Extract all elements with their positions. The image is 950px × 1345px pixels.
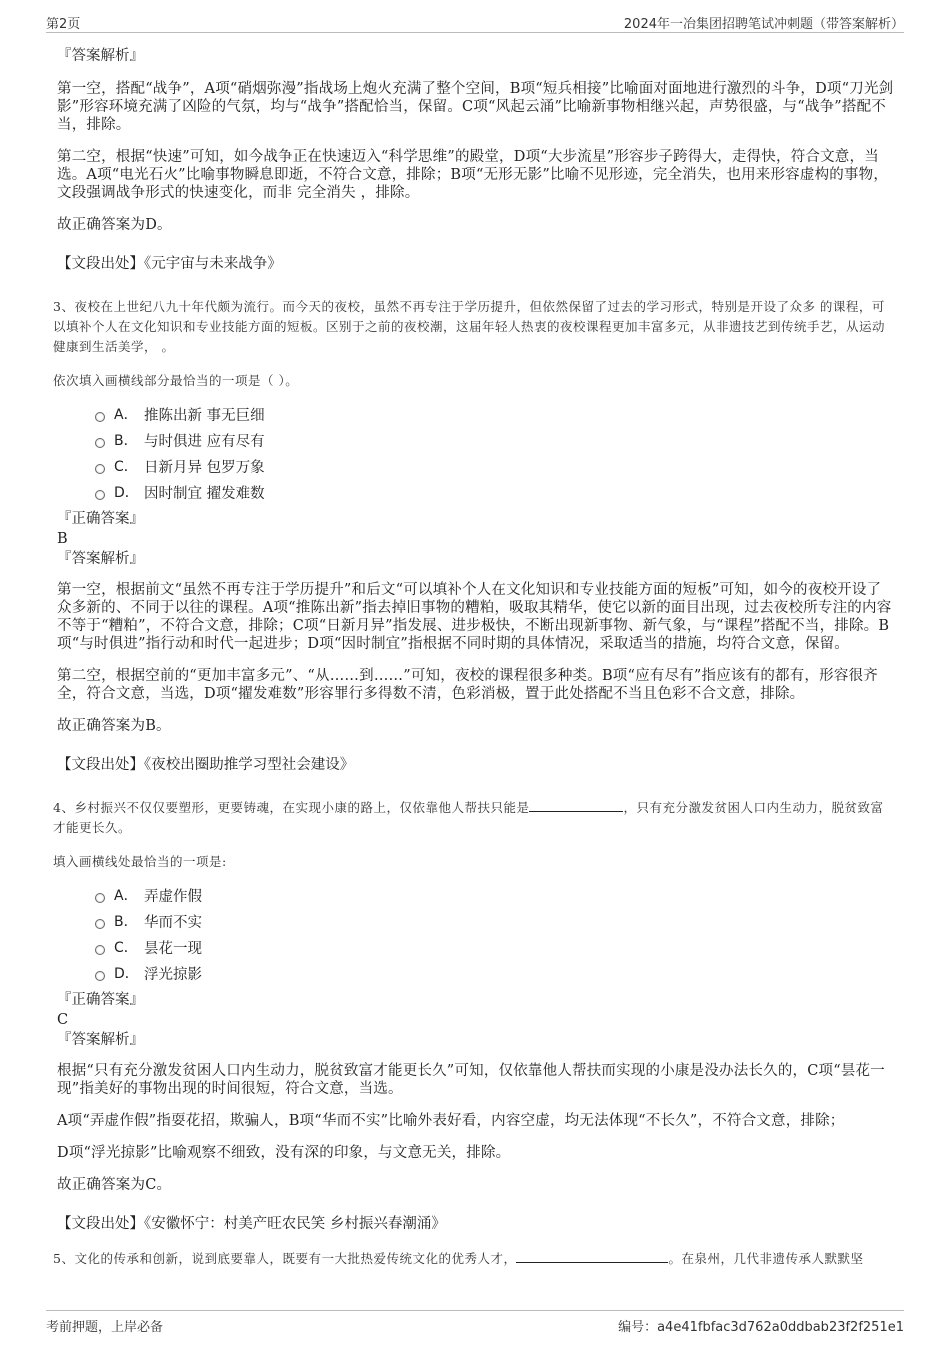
option-d[interactable]: D． 浮光掠影 (95, 960, 895, 986)
analysis-paragraph: D项“浮光掠影”比喻观察不细致，没有深的印象，与文意无关，排除。 (57, 1145, 511, 1161)
correct-answer: C (57, 1012, 69, 1028)
document-title: 2024年一冶集团招聘笔试冲刺题（带答案解析） (623, 17, 904, 32)
question-4-text: 4、乡村振兴不仅仅要塑形，更要铸魂，在实现小康的路上，仅依靠他人帮扶只能是 ，只有充分激发贫困人口内生动力，脱贫致富才能更长久。 (53, 800, 884, 835)
page-content (53, 46, 895, 1269)
question-4-options (95, 882, 895, 986)
option-text: 推陈出新 事无巨细 (144, 407, 265, 424)
analysis-paragraph: 第二空，根据“快速”可知，如今战争正在快速迈入“科学思维”的殿堂，D项“大步流星”形容步子跨得大，走得快，符合文意，当选。A项“电光石火”比喻事物瞬息即逝，不符合文意，排除；B项“无形无影”比喻不见形迹，完全消失，也用来形容虚构的事物，文段强调战争形式的快速变化，而非 完全消失 ，排除。 (57, 149, 889, 201)
radio-button[interactable] (95, 438, 105, 448)
question-5-text: 5、文化的传承和创新，说到底要靠人，既要有一大批热爱传统文化的优秀人才， 。在泉州，几代非遗传承人默默坚 (53, 1251, 864, 1266)
analysis-label: 『答案解析』 (57, 1032, 144, 1048)
option-b[interactable]: B． 华而不实 (95, 908, 895, 934)
footer-slogan: 考前押题，上岸必备 (46, 1320, 164, 1335)
option-a[interactable]: A． 弄虚作假 (95, 882, 895, 908)
option-text: 日新月异 包罗万象 (144, 459, 265, 476)
source-citation: 【文段出处】《安徽怀宁：村美产旺农民笑 乡村振兴春潮涌》 (57, 1216, 446, 1232)
radio-button[interactable] (95, 945, 105, 955)
document-code: 编号：a4e41fbfac3d762a0ddbab23f2f251e1 (618, 1320, 904, 1335)
radio-button[interactable] (95, 893, 105, 903)
option-b[interactable]: B． 与时俱进 应有尽有 (95, 427, 895, 453)
correct-answer-label: 『正确答案』 (57, 511, 144, 527)
analysis-label: 『答案解析』 (57, 48, 144, 64)
question-3-text: 3、夜校在上世纪八九十年代颇为流行。而今天的夜校，虽然不再专注于学历提升，但依然保留了过去的学习形式，特别是开设了众多 的课程，可以填补个人在文化知识和专业技能方面的短板。区别于之前的夜校潮，这届年轻人热衷的夜校课程更加丰富多元，从非遗技艺到传统手艺，从运动健康到生活美学， 。 (53, 299, 886, 354)
option-c[interactable]: C． 日新月异 包罗万象 (95, 453, 895, 479)
radio-button[interactable] (95, 412, 105, 422)
option-text: 昙花一现 (144, 940, 202, 957)
footer-divider (46, 1310, 904, 1311)
option-text: 因时制宜 擢发难数 (144, 485, 265, 502)
option-text: 华而不实 (144, 914, 202, 931)
radio-button[interactable] (95, 971, 105, 981)
option-text: 浮光掠影 (144, 966, 202, 983)
radio-button[interactable] (95, 464, 105, 474)
analysis-label: 『答案解析』 (57, 551, 144, 567)
analysis-paragraph: 第一空，根据前文“虽然不再专注于学历提升”和后文“可以填补个人在文化知识和专业技能方面的短板”可知，如今的夜校开设了众多新的、不同于以往的课程。A项“推陈出新”指去掉旧事物的糟粕，吸取其精华，使它以新的面目出现，过去夜校所专注的内容不等于“糟粕”，不符合文意，排除；C项“日新月异”指发展、进步极快，不断出现新事物、新气象，与“课程”搭配不当，排除。B项“与时俱进”指行动和时代一起进步；D项“因时制宜”指根据不同时期的具体情况，采取适当的措施，均符合文意，保留。 (57, 582, 892, 652)
option-c[interactable]: C． 昙花一现 (95, 934, 895, 960)
radio-button[interactable] (95, 919, 105, 929)
page-header (0, 0, 950, 34)
source-citation: 【文段出处】《夜校出圈助推学习型社会建设》 (57, 757, 355, 773)
option-d[interactable]: D． 因时制宜 擢发难数 (95, 479, 895, 505)
conclusion: 故正确答案为D。 (57, 217, 172, 233)
source-citation: 【文段出处】《元宇宙与未来战争》 (57, 256, 282, 272)
analysis-paragraph: A项“弄虚作假”指耍花招，欺骗人，B项“华而不实”比喻外表好看，内容空虚，均无法体现“不长久”，不符合文意，排除； (57, 1113, 845, 1129)
conclusion: 故正确答案为C。 (57, 1177, 172, 1193)
conclusion: 故正确答案为B。 (57, 718, 171, 734)
option-text: 弄虚作假 (144, 888, 202, 905)
fill-blank (529, 799, 623, 812)
correct-answer-label: 『正确答案』 (57, 992, 144, 1008)
question-3-prompt: 依次填入画横线部分最恰当的一项是（ ）。 (53, 373, 299, 388)
question-4-prompt: 填入画横线处最恰当的一项是: (53, 854, 227, 869)
analysis-paragraph: 第二空，根据空前的“更加丰富多元”、“从……到……”可知，夜校的课程很多种类。B项“应有尽有”指应该有的都有，形容很齐全，符合文意，当选，D项“擢发难数”形容罪行多得数不清，色彩消极，置于此处搭配不当且色彩不合文意，排除。 (57, 668, 878, 702)
fill-blank (516, 1250, 668, 1263)
analysis-paragraph: 根据“只有充分激发贫困人口内生动力，脱贫致富才能更长久”可知，仅依靠他人帮扶而实现的小康是没办法长久的，C项“昙花一现”指美好的事物出现的时间很短，符合文意，当选。 (57, 1063, 885, 1097)
question-3-options (95, 401, 895, 505)
option-text: 与时俱进 应有尽有 (144, 433, 265, 450)
header-divider (46, 32, 904, 33)
radio-button[interactable] (95, 490, 105, 500)
page-number: 第2页 (46, 17, 81, 32)
option-a[interactable]: A． 推陈出新 事无巨细 (95, 401, 895, 427)
analysis-paragraph: 第一空，搭配“战争”，A项“硝烟弥漫”指战场上炮火充满了整个空间，B项“短兵相接”比喻面对面地进行激烈的斗争，D项“刀光剑影”形容环境充满了凶险的气氛，均与“战争”搭配恰当，保留。C项“风起云涌”比喻新事物相继兴起，声势很盛，与“战争”搭配不当，排除。 (57, 81, 894, 133)
correct-answer: B (57, 531, 68, 547)
